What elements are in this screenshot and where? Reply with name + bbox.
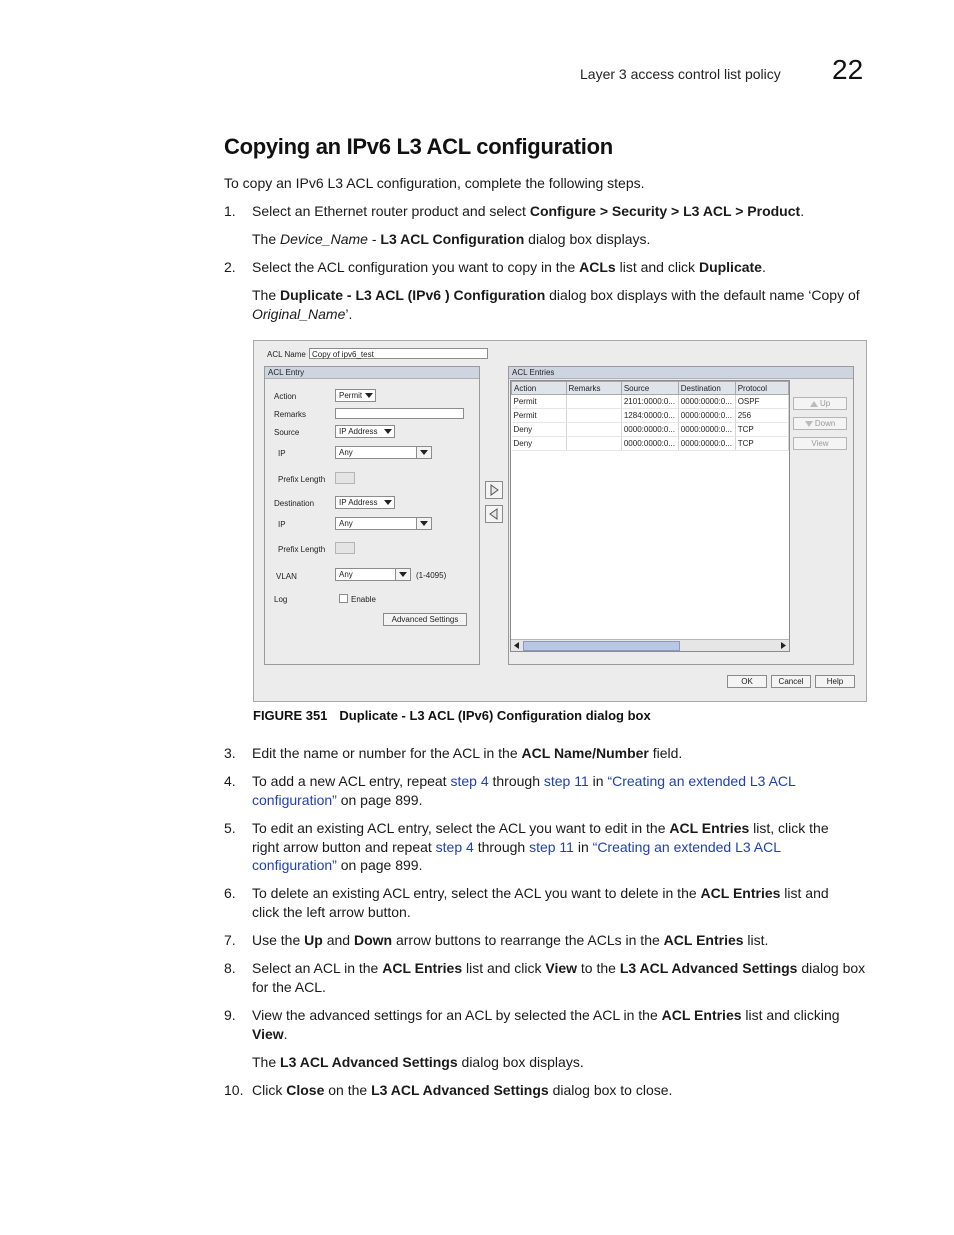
step-number: 10. bbox=[224, 1082, 244, 1098]
link-creating-extended-acl[interactable]: “Creating an extended L3 ACL bbox=[592, 839, 782, 855]
vlan-range: (1-4095) bbox=[416, 571, 447, 580]
step-1: Select an Ethernet router product and select Configure > Security > L3 ACL > Product. bbox=[252, 203, 805, 219]
cell-action: Deny bbox=[512, 423, 567, 437]
cell-protocol: OSPF bbox=[735, 395, 788, 409]
horizontal-scrollbar[interactable] bbox=[511, 639, 789, 651]
step-8: Select an ACL in the ACL Entries list and click View to the L3 ACL Advanced Settings dialog box bbox=[252, 960, 866, 976]
scrollbar-thumb[interactable] bbox=[523, 641, 680, 651]
down-arrow-icon bbox=[805, 421, 813, 427]
link-step-4[interactable]: step 4 bbox=[435, 839, 474, 855]
figure-label: FIGURE 351 bbox=[253, 708, 328, 723]
source-select[interactable]: IP Address bbox=[335, 425, 395, 438]
up-arrow-icon bbox=[810, 401, 818, 407]
link-step-4[interactable]: step 4 bbox=[450, 773, 489, 789]
table-row[interactable] bbox=[512, 423, 789, 437]
view-button[interactable]: View bbox=[793, 437, 847, 450]
cell-action: Permit bbox=[512, 409, 567, 423]
cell-destination: 0000:0000:0... bbox=[678, 395, 735, 409]
step-9-line2: View. bbox=[252, 1026, 288, 1042]
step-number: 9. bbox=[224, 1007, 236, 1023]
acl-name-label: ACL Name bbox=[267, 350, 306, 359]
vlan-label: VLAN bbox=[276, 572, 297, 581]
step-6-line2: click the left arrow button. bbox=[252, 904, 411, 920]
remarks-input[interactable] bbox=[335, 408, 464, 419]
acl-entries-table-area bbox=[510, 380, 790, 652]
step-9: View the advanced settings for an ACL by selected the ACL in the ACL Entries list and clicking bbox=[252, 1007, 840, 1023]
left-arrow-icon bbox=[486, 506, 502, 522]
cell-protocol: 256 bbox=[735, 409, 788, 423]
step-number: 4. bbox=[224, 773, 236, 789]
cancel-button[interactable]: Cancel bbox=[771, 675, 811, 688]
acl-entries-title: ACL Entries bbox=[509, 367, 853, 379]
table-header-row bbox=[512, 382, 789, 395]
step-8-line2: for the ACL. bbox=[252, 979, 326, 995]
cell-destination: 0000:0000:0... bbox=[678, 423, 735, 437]
cell-action: Permit bbox=[512, 395, 567, 409]
table-row[interactable] bbox=[512, 395, 789, 409]
step-2-result: The Duplicate - L3 ACL (IPv6 ) Configuration dialog box displays with the default name ‘Copy of Original_Name’. bbox=[252, 287, 860, 322]
link-creating-extended-acl-cont[interactable]: configuration” bbox=[252, 857, 337, 873]
column-header[interactable]: Source bbox=[621, 382, 678, 395]
action-label: Action bbox=[274, 392, 297, 401]
step-number: 1. bbox=[224, 203, 236, 219]
chapter-number: 22 bbox=[832, 54, 864, 85]
step-7: Use the Up and Down arrow buttons to rearrange the ACLs in the ACL Entries list. bbox=[252, 932, 769, 948]
cell-remarks bbox=[566, 395, 621, 409]
step-number: 3. bbox=[224, 745, 236, 761]
destination-select[interactable]: IP Address bbox=[335, 496, 395, 509]
cell-source: 2101:0000:0... bbox=[621, 395, 678, 409]
column-header[interactable]: Action bbox=[512, 382, 567, 395]
step-number: 8. bbox=[224, 960, 236, 976]
destination-prefix-input[interactable] bbox=[335, 542, 355, 554]
destination-ip-label: IP bbox=[278, 520, 286, 529]
column-header[interactable]: Destination bbox=[678, 382, 735, 395]
cell-action: Deny bbox=[512, 437, 567, 451]
source-prefix-label: Prefix Length bbox=[278, 475, 326, 484]
help-button[interactable]: Help bbox=[815, 675, 855, 688]
source-label: Source bbox=[274, 428, 300, 437]
table-row[interactable] bbox=[512, 437, 789, 451]
cell-protocol: TCP bbox=[735, 423, 788, 437]
running-header: Layer 3 access control list policy bbox=[580, 66, 781, 82]
scroll-left-icon[interactable] bbox=[513, 642, 520, 649]
cell-protocol: TCP bbox=[735, 437, 788, 451]
step-4: To add a new ACL entry, repeat step 4 through step 11 in “Creating an extended L3 ACL bbox=[252, 773, 796, 789]
step-5-line3: configuration” on page 899. bbox=[252, 857, 423, 873]
advanced-settings-button[interactable]: Advanced Settings bbox=[383, 613, 467, 626]
step-1-result: The Device_Name - L3 ACL Configuration dialog box displays. bbox=[252, 231, 651, 247]
cell-remarks bbox=[566, 423, 621, 437]
enable-label: Enable bbox=[351, 595, 376, 604]
right-arrow-icon bbox=[486, 482, 502, 498]
step-5: To edit an existing ACL entry, select the ACL you want to edit in the ACL Entries list, click the bbox=[252, 820, 829, 836]
remarks-label: Remarks bbox=[274, 410, 307, 419]
log-label: Log bbox=[274, 595, 288, 604]
action-select[interactable]: Permit bbox=[335, 389, 376, 402]
source-prefix-input[interactable] bbox=[335, 472, 355, 484]
source-ip-label: IP bbox=[278, 449, 286, 458]
step-3: Edit the name or number for the ACL in the ACL Name/Number field. bbox=[252, 745, 683, 761]
step-9-result: The L3 ACL Advanced Settings dialog box displays. bbox=[252, 1054, 584, 1070]
destination-ip-select[interactable]: Any bbox=[335, 517, 432, 530]
acl-name-input[interactable]: Copy of ipv6_test bbox=[309, 348, 488, 359]
step-number: 2. bbox=[224, 259, 236, 275]
step-5-line2: right arrow button and repeat step 4 through step 11 in “Creating an extended L3 ACL bbox=[252, 839, 782, 855]
acl-entry-title: ACL Entry bbox=[265, 367, 479, 379]
destination-prefix-label: Prefix Length bbox=[278, 545, 326, 554]
dialog-contents bbox=[253, 340, 865, 700]
source-ip-select[interactable]: Any bbox=[335, 446, 432, 459]
step-number: 6. bbox=[224, 885, 236, 901]
ok-button[interactable]: OK bbox=[727, 675, 767, 688]
cell-source: 1284:0000:0... bbox=[621, 409, 678, 423]
cell-destination: 0000:0000:0... bbox=[678, 409, 735, 423]
step-4-cont: configuration” on page 899. bbox=[252, 792, 423, 808]
step-number: 5. bbox=[224, 820, 236, 836]
step-10: Click Close on the L3 ACL Advanced Settings dialog box to close. bbox=[252, 1082, 673, 1098]
cell-destination: 0000:0000:0... bbox=[678, 437, 735, 451]
down-button[interactable]: Down bbox=[793, 417, 847, 430]
figure-caption-text: Duplicate - L3 ACL (IPv6) Configuration dialog box bbox=[339, 708, 651, 723]
remove-entry-button[interactable] bbox=[485, 505, 503, 523]
figure-caption bbox=[253, 708, 651, 723]
link-step-11[interactable]: step 11 bbox=[543, 773, 589, 789]
table-row[interactable] bbox=[512, 409, 789, 423]
vlan-select[interactable]: Any bbox=[335, 568, 411, 581]
column-header[interactable]: Protocol bbox=[735, 382, 788, 395]
column-header[interactable]: Remarks bbox=[566, 382, 621, 395]
intro-text: To copy an IPv6 L3 ACL configuration, complete the following steps. bbox=[224, 175, 645, 191]
cell-source: 0000:0000:0... bbox=[621, 437, 678, 451]
step-6: To delete an existing ACL entry, select the ACL you want to delete in the ACL Entries list and bbox=[252, 885, 829, 901]
destination-label: Destination bbox=[274, 499, 315, 508]
link-creating-extended-acl[interactable]: “Creating an extended L3 ACL bbox=[607, 773, 796, 789]
cell-remarks bbox=[566, 409, 621, 423]
scroll-right-icon[interactable] bbox=[780, 642, 787, 649]
step-number: 7. bbox=[224, 932, 236, 948]
link-creating-extended-acl-cont[interactable]: configuration” bbox=[252, 792, 337, 808]
link-step-11[interactable]: step 11 bbox=[529, 839, 574, 855]
up-button[interactable]: Up bbox=[793, 397, 847, 410]
cell-source: 0000:0000:0... bbox=[621, 423, 678, 437]
section-title: Copying an IPv6 L3 ACL configuration bbox=[224, 134, 613, 159]
step-2: Select the ACL configuration you want to copy in the ACLs list and click Duplicate. bbox=[252, 259, 766, 275]
add-entry-button[interactable] bbox=[485, 481, 503, 499]
enable-checkbox[interactable] bbox=[339, 594, 348, 603]
cell-remarks bbox=[566, 437, 621, 451]
acl-entries-table bbox=[511, 381, 789, 451]
